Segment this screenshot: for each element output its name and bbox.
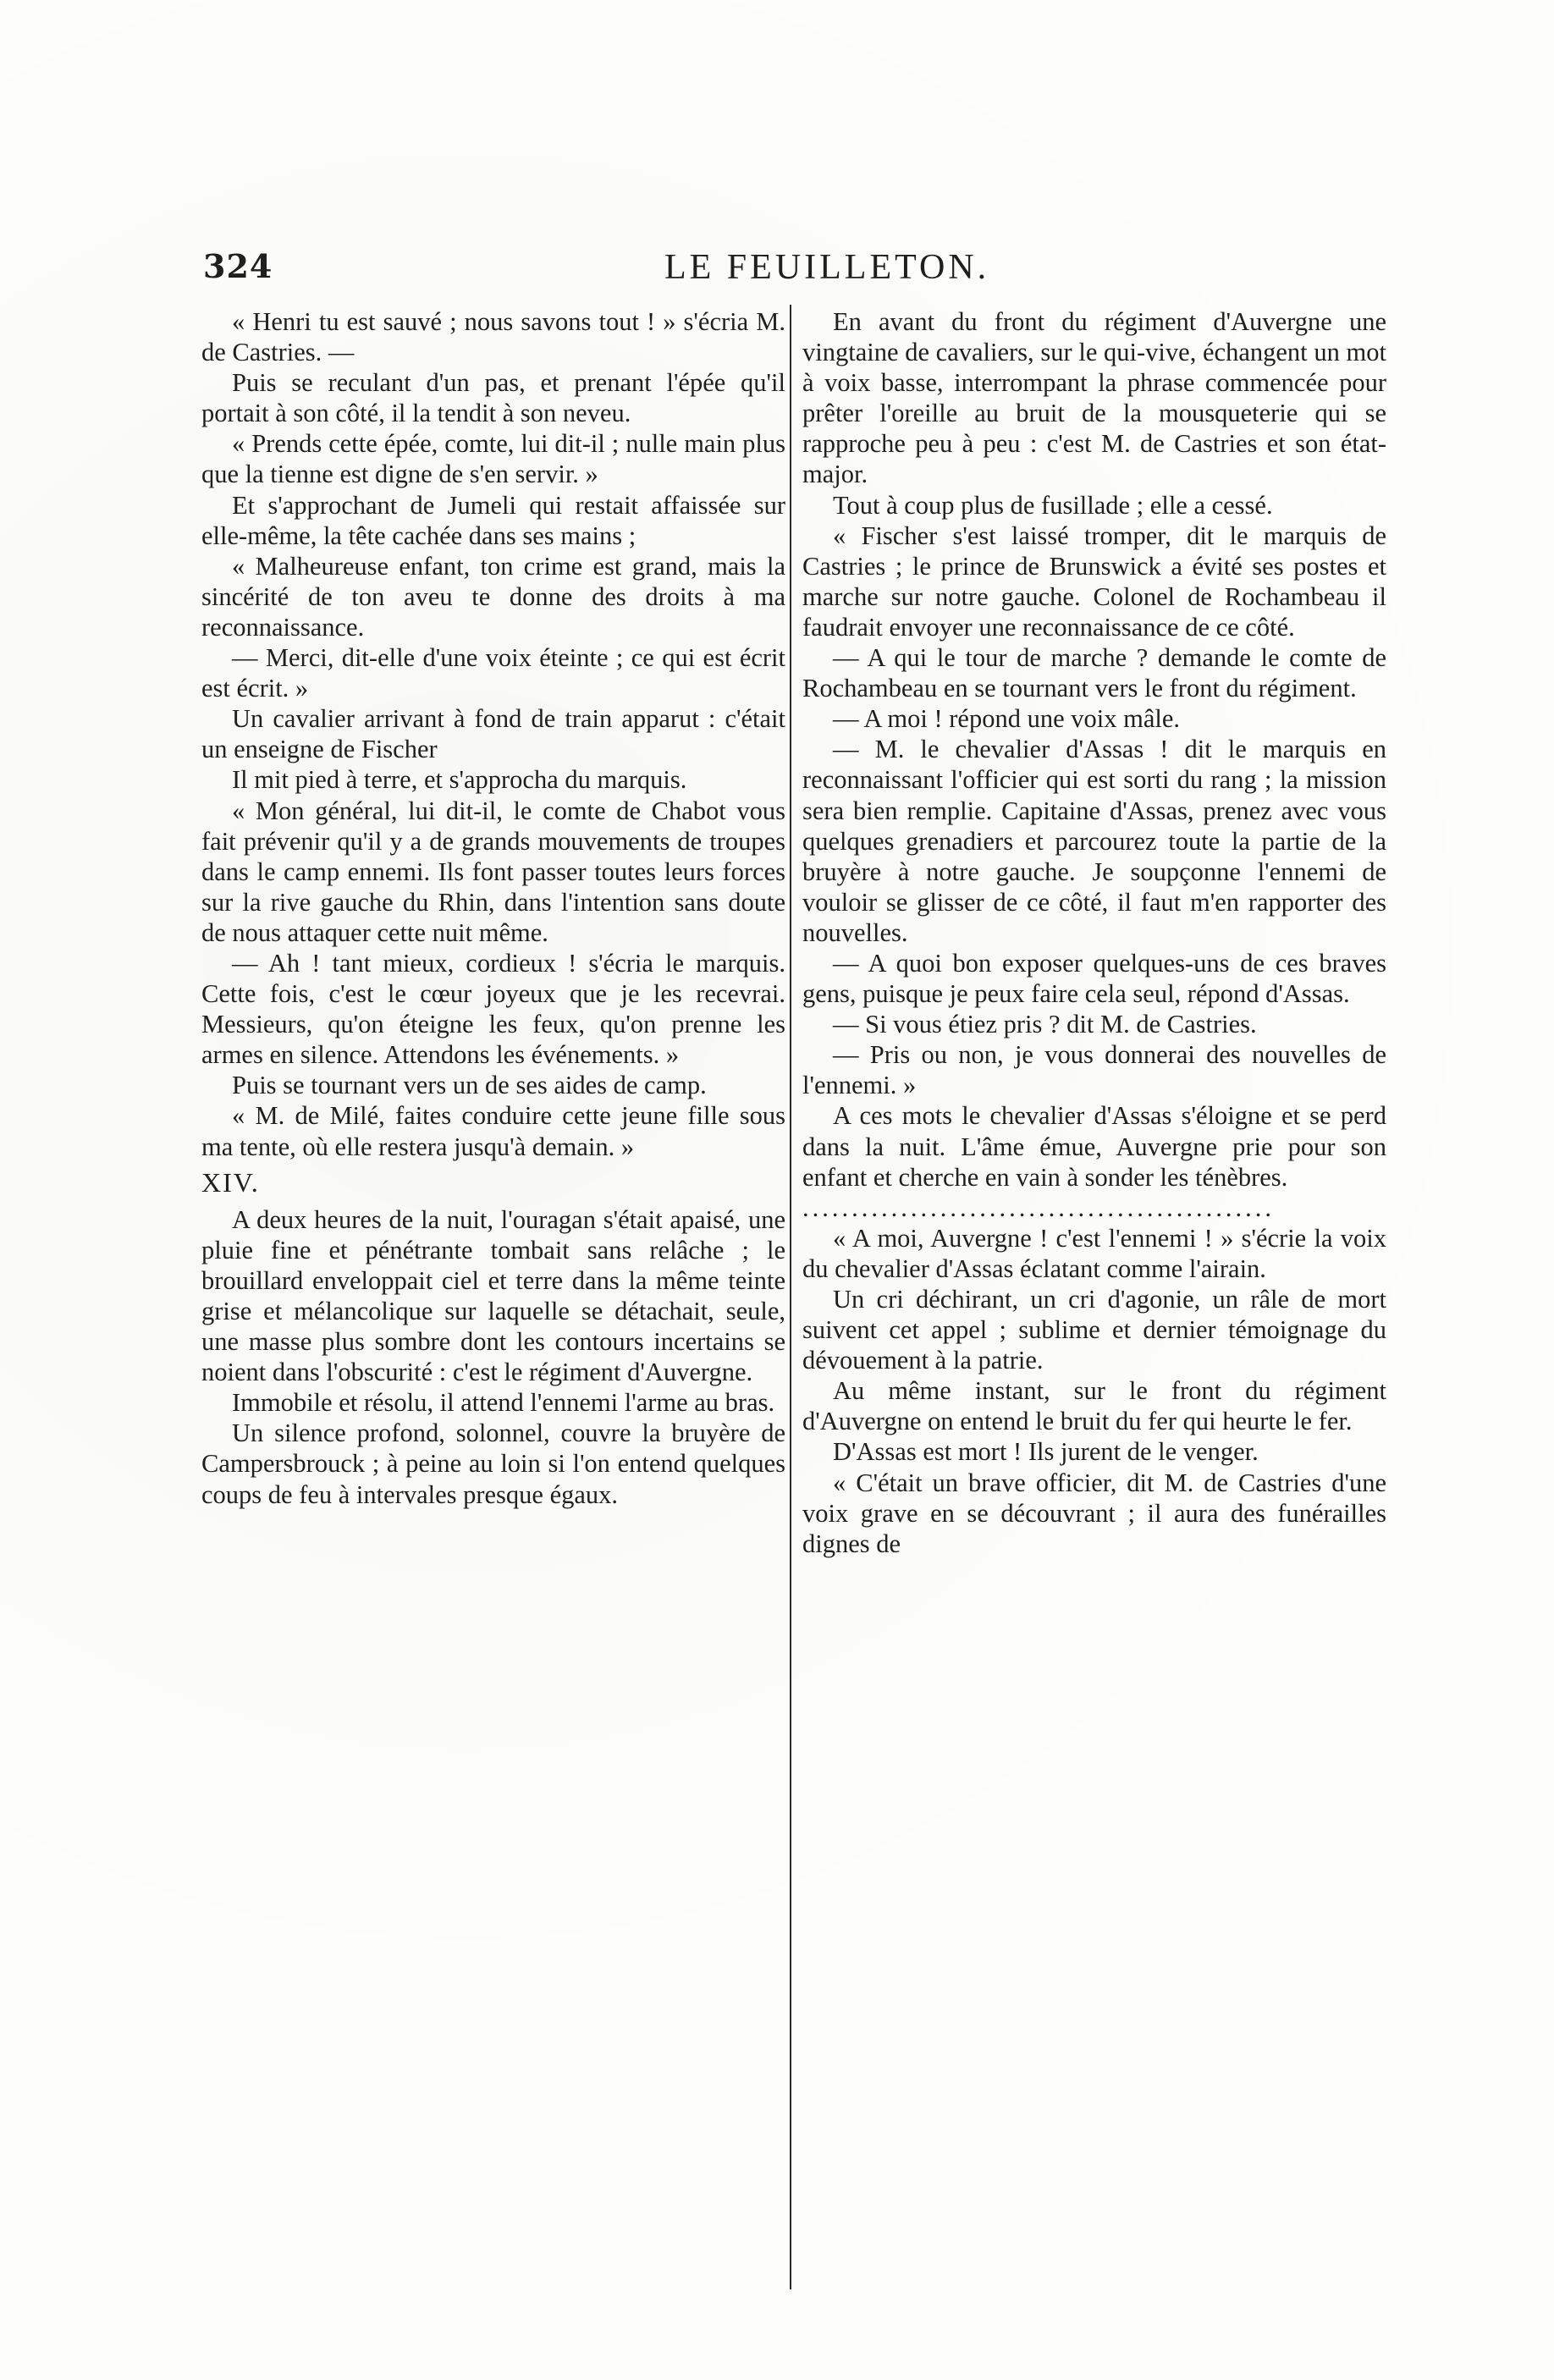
paragraph: A deux heures de la nuit, l'ouragan s'était apaisé, une pluie fine et pénétrante tombait sans relâche ; le brouillard enveloppait ciel et terre dans la même teinte grise et mélancolique sur laquelle se détachait, seule, une masse plus sombre dont les contours incertains se noient dans l'obscurité : c'est le régiment d'Auvergne. <box>201 1204 785 1387</box>
paragraph: — Ah ! tant mieux, cordieux ! s'écria le marquis. Cette fois, c'est le cœur joyeux que je les recevrai. Messieurs, qu'on éteigne les feux, qu'on prenne les armes en silence. Attendons les événements. » <box>201 948 785 1070</box>
paragraph: « A moi, Auvergne ! c'est l'ennemi ! » s'écrie la voix du chevalier d'Assas éclatant comme l'airain. <box>802 1223 1386 1283</box>
paragraph: — M. le chevalier d'Assas ! dit le marquis en reconnaissant l'officier qui est sorti du rang ; la mission sera bien remplie. Capitaine d'Assas, prenez avec vous quelques grenadiers et parcourez toute la partie de la bruyère à notre gauche. Je soupçonne l'ennemi de vouloir se glisser de ce côté, il faut m'en rapporter des nouvelles. <box>802 735 1386 947</box>
paragraph: « Henri tu est sauvé ; nous savons tout ! » s'écria M. de Castries. — <box>201 307 785 367</box>
page-number: 324 <box>203 247 273 285</box>
paragraph: A ces mots le chevalier d'Assas s'éloigne et se perd dans la nuit. L'âme émue, Auvergne prie pour son enfant et cherche en vain à sonder les ténèbres. <box>802 1101 1386 1192</box>
paragraph: « Malheureuse enfant, ton crime est grand, mais la sincérité de ton aveu te donne des droits à ma reconnaissance. <box>201 551 785 642</box>
paragraph: Un cavalier arrivant à fond de train apparut : c'était un enseigne de Fischer <box>201 704 785 764</box>
paragraph: Puis se reculant d'un pas, et prenant l'épée qu'il portait à son côté, il la tendit à son neveu. <box>201 368 785 428</box>
paragraph: « M. de Milé, faites conduire cette jeune fille sous ma tente, où elle restera jusqu'à demain. » <box>201 1101 785 1161</box>
column-divider <box>790 305 791 2289</box>
paragraph: Il mit pied à terre, et s'approcha du marquis. <box>232 765 687 795</box>
paragraph: — A quoi bon exposer quelques-uns de ces braves gens, puisque je peux faire cela seul, répond d'Assas. <box>802 948 1386 1009</box>
running-title: LE FEUILLETON. <box>664 248 990 287</box>
paragraph: D'Assas est mort ! Ils jurent de le venger. <box>833 1437 1259 1467</box>
paragraph: Un cri déchirant, un cri d'agonie, un râle de mort suivent cet appel ; sublime et dernier témoignage du dévouement à la patrie. <box>802 1285 1386 1375</box>
paragraph: Au même instant, sur le front du régiment d'Auvergne on entend le bruit du fer qui heurte le fer. <box>802 1376 1386 1436</box>
paragraph: « Prends cette épée, comte, lui dit-il ; nulle main plus que la tienne est digne de s'en servir. » <box>201 429 785 489</box>
paragraph: — A qui le tour de marche ? demande le comte de Rochambeau en se tournant vers le front du régiment. <box>802 643 1386 703</box>
paragraph: Puis se tournant vers un de ses aides de camp. <box>232 1071 707 1100</box>
paragraph: En avant du front du régiment d'Auvergne une vingtaine de cavaliers, sur le qui-vive, échangent un mot à voix basse, interrompant la phrase commencée pour prêter l'oreille au bruit de la mousqueterie qui se rapproche peu à peu : c'est M. de Castries et son état-major. <box>802 307 1386 489</box>
paragraph: « Mon général, lui dit-il, le comte de Chabot vous fait prévenir qu'il y a de grands mouvements de troupes dans le camp ennemi. Ils font passer toutes leurs forces sur la rive gauche du Rhin, dans l'intention sans doute de nous attaquer cette nuit même. <box>201 796 785 947</box>
left-column <box>201 306 785 2270</box>
paragraph: — Merci, dit-elle d'une voix éteinte ; ce qui est écrit est écrit. » <box>201 643 785 703</box>
paragraph: Un silence profond, solonnel, couvre la bruyère de Campersbrouck ; à peine au loin si l'on entend quelques coups de feu à intervales presque égaux. <box>201 1419 785 1509</box>
paragraph: Immobile et résolu, il attend l'ennemi l'arme au bras. <box>232 1388 775 1418</box>
paragraph: — Si vous étiez pris ? dit M. de Castries. <box>833 1010 1257 1039</box>
section-numeral: XIV. <box>201 1166 260 1198</box>
dotted-separator: ................................................ <box>802 1193 1275 1222</box>
paragraph: « Fischer s'est laissé tromper, dit le marquis de Castries ; le prince de Brunswick a évité ses postes et marche sur notre gauche. Colonel de Rochambeau il faudrait envoyer une reconnaissance de ce côté. <box>802 521 1386 642</box>
paragraph: « C'était un brave officier, dit M. de Castries d'une voix grave en se découvrant ; il aura des funérailles dignes de <box>802 1468 1386 1558</box>
page-header <box>203 247 1405 298</box>
paragraph: Tout à coup plus de fusillade ; elle a cessé. <box>833 490 1273 520</box>
paragraph: Et s'approchant de Jumeli qui restait affaissée sur elle-même, la tête cachée dans ses mains ; <box>201 490 785 550</box>
paragraph: — A moi ! répond une voix mâle. <box>833 704 1180 734</box>
right-column <box>802 306 1386 2270</box>
paragraph: — Pris ou non, je vous donnerai des nouvelles de l'ennemi. » <box>802 1040 1386 1100</box>
